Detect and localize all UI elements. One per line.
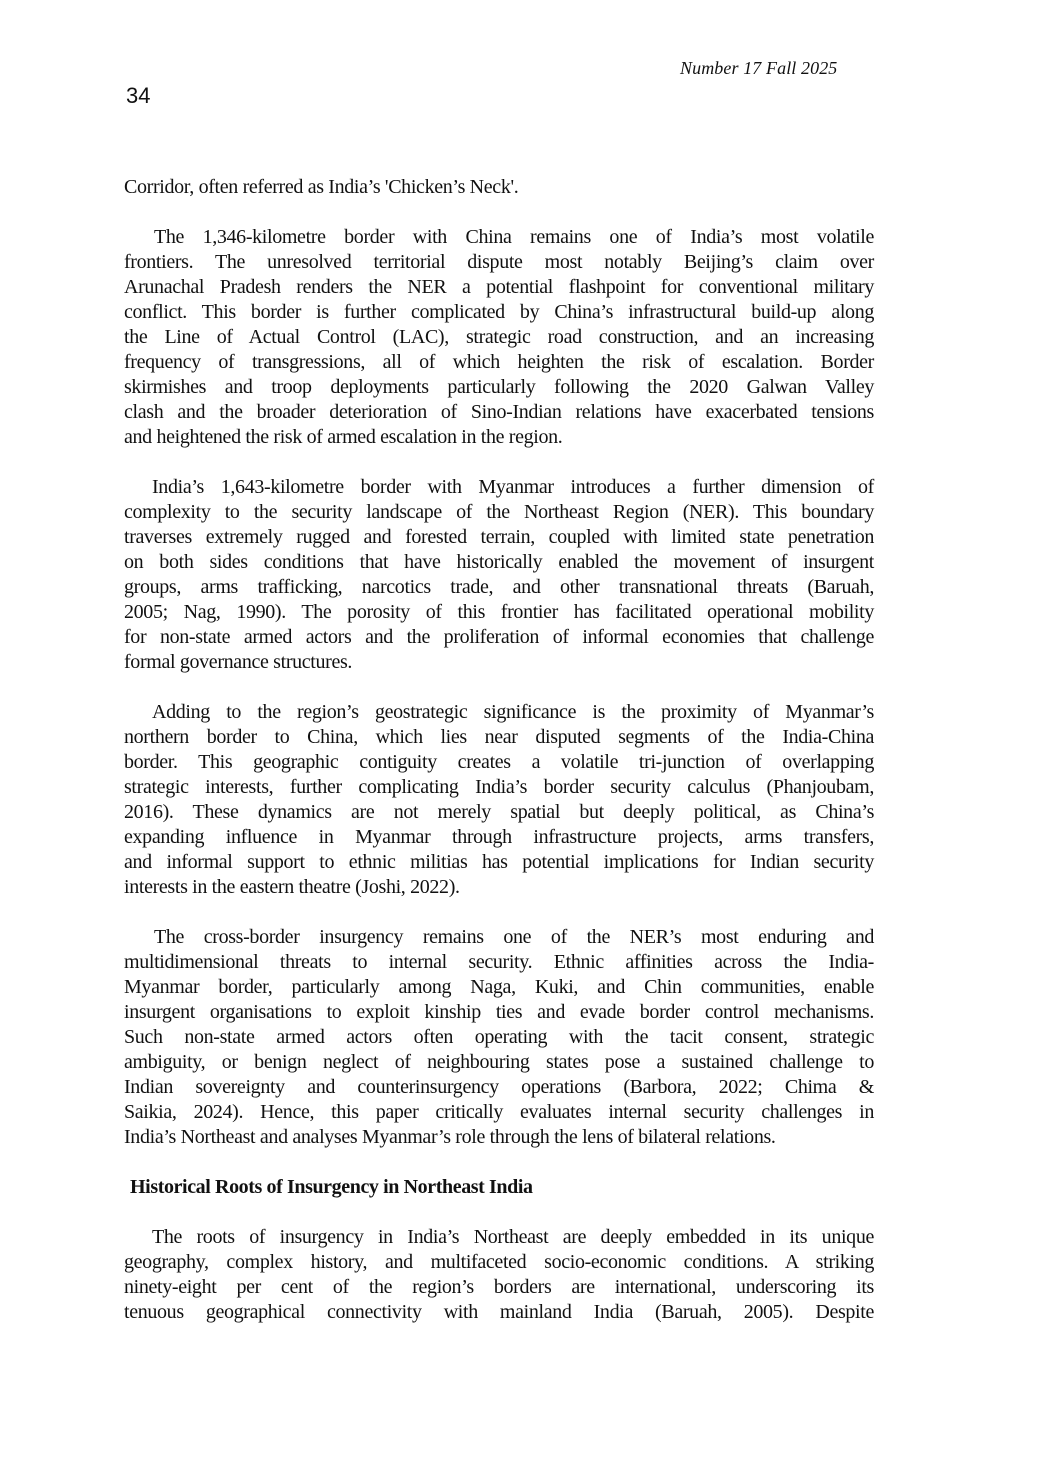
text-line: insurgent organisations to exploit kinship ties and evade border control mechanisms. [124,1001,874,1023]
page-number: 34 [126,83,151,108]
text-line: Such non-state armed actors often operating with the tacit consent, strategic [124,1026,874,1048]
text-line: Corridor, often referred as India’s 'Chicken’s Neck'. [124,176,519,198]
text-line: frontiers. The unresolved territorial dispute most notably Beijing’s claim over [124,251,874,273]
text-line: The cross-border insurgency remains one of the NER’s most enduring and [154,926,874,948]
text-line: tenuous geographical connectivity with mainland India (Baruah, 2005). Despite [124,1301,874,1323]
text-line: groups, arms trafficking, narcotics trade, and other transnational threats (Baruah, [124,576,874,598]
text-line: interests in the eastern theatre (Joshi, 2022). [124,876,460,898]
paragraph-historical-roots [124,1225,874,1325]
text-line: ambiguity, or benign neglect of neighbouring states pose a sustained challenge to [124,1051,874,1073]
text-line: ninety-eight per cent of the region’s borders are international, underscoring its [124,1276,874,1298]
paragraph-continuation [124,175,874,200]
text-line: traverses extremely rugged and forested terrain, coupled with limited state penetration [124,526,874,548]
paragraph-myanmar-border [124,475,874,675]
text-line: Myanmar border, particularly among Naga, Kuki, and Chin communities, enable [124,976,874,998]
paragraph-cross-border-insurgency [124,925,874,1150]
text-line: Adding to the region’s geostrategic significance is the proximity of Myanmar’s [152,701,874,723]
paragraph-geostrategic [124,700,874,900]
section-heading: Historical Roots of Insurgency in Northeast India [130,1176,533,1198]
text-line: frequency of transgressions, all of which heighten the risk of escalation. Border [124,351,874,373]
text-line: for non-state armed actors and the proliferation of informal economies that challenge [124,626,874,648]
text-line: on both sides conditions that have historically enabled the movement of insurgent [124,551,874,573]
text-line: and informal support to ethnic militias has potential implications for Indian security [124,851,874,873]
text-line: India’s Northeast and analyses Myanmar’s role through the lens of bilateral relations. [124,1126,776,1148]
text-line: formal governance structures. [124,651,353,673]
text-line: Arunachal Pradesh renders the NER a potential flashpoint for conventional military [124,276,874,298]
text-line: India’s 1,643-kilometre border with Myanmar introduces a further dimension of [152,476,874,498]
text-line: skirmishes and troop deployments particularly following the 2020 Galwan Valley [124,376,874,398]
text-line: 2016). These dynamics are not merely spatial but deeply political, as China’s [124,801,874,823]
text-line: expanding influence in Myanmar through infrastructure projects, arms transfers, [124,826,874,848]
text-line: clash and the broader deterioration of Sino-Indian relations have exacerbated tensions [124,401,874,423]
text-line: and heightened the risk of armed escalation in the region. [124,426,563,448]
text-line: The 1,346-kilometre border with China remains one of India’s most volatile [154,226,874,248]
text-line: northern border to China, which lies near disputed segments of the India-China [124,726,874,748]
text-line: the Line of Actual Control (LAC), strategic road construction, and an increasing [124,326,874,348]
text-line: Indian sovereignty and counterinsurgency operations (Barbora, 2022; Chima & [124,1076,874,1098]
text-line: strategic interests, further complicating India’s border security calculus (Phanjoubam, [124,776,874,798]
text-line: border. This geographic contiguity creates a volatile tri-junction of overlapping [124,751,874,773]
text-line: 2005; Nag, 1990). The porosity of this frontier has facilitated operational mobility [124,601,874,623]
text-line: The roots of insurgency in India’s Northeast are deeply embedded in its unique [152,1226,874,1248]
text-line: geography, complex history, and multifaceted socio-economic conditions. A striking [124,1251,874,1273]
paragraph-china-border [124,225,874,450]
text-line: multidimensional threats to internal security. Ethnic affinities across the India- [124,951,874,973]
text-line: conflict. This border is further complicated by China’s infrastructural build-up along [124,301,874,323]
article-body [124,175,874,1350]
running-header: Number 17 Fall 2025 [680,58,838,78]
text-line: complexity to the security landscape of the Northeast Region (NER). This boundary [124,501,874,523]
text-line: Saikia, 2024). Hence, this paper critically evaluates internal security challenges in [124,1101,874,1123]
